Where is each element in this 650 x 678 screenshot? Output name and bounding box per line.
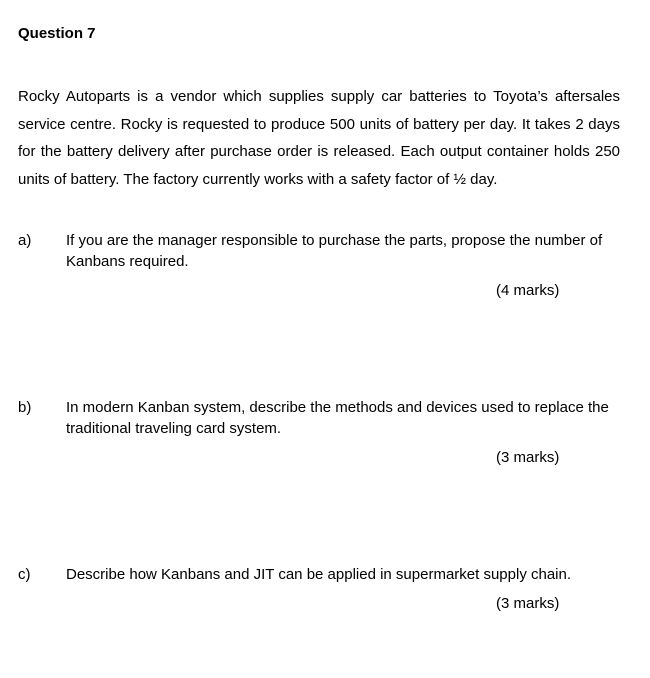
question-title: Question 7 xyxy=(18,25,96,42)
question-intro: Rocky Autoparts is a vendor which supplies supply car batteries to Toyota’s aftersales service centre. Rocky is requested to produce 500 units of battery per day. It takes 2 days for the battery delivery after purchase order is released. Each output container holds 250 units of battery. The factory currently works with a safety factor of ½ day. xyxy=(18,88,620,188)
part-c-letter: c) xyxy=(18,566,31,583)
part-b-text: In modern Kanban system, describe the methods and devices used to replace the traditional traveling card system. xyxy=(66,399,609,437)
part-a-marks: (4 marks) xyxy=(496,282,560,299)
part-a-text: If you are the manager responsible to purchase the parts, propose the number of Kanbans required. xyxy=(66,232,603,270)
part-b-letter: b) xyxy=(18,399,32,416)
part-c-text: Describe how Kanbans and JIT can be applied in supermarket supply chain. xyxy=(66,566,572,583)
part-c-marks: (3 marks) xyxy=(496,595,560,612)
part-a-letter: a) xyxy=(18,232,32,249)
part-b-marks: (3 marks) xyxy=(496,449,560,466)
